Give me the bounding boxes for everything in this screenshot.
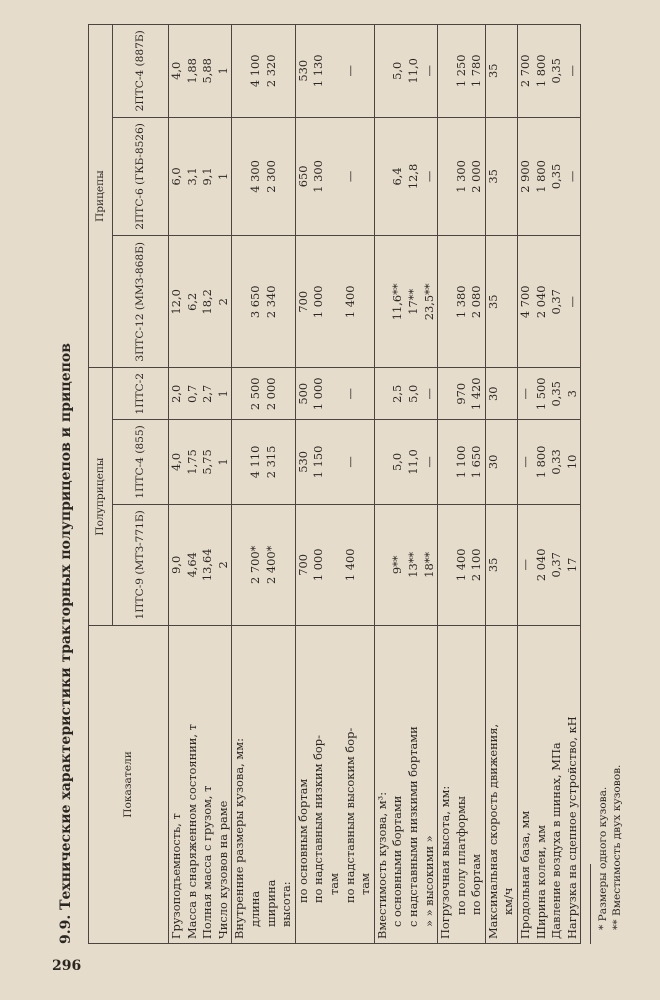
value-cell [518, 368, 581, 420]
value: 35 [485, 169, 500, 184]
value: 1 000 [311, 548, 326, 582]
value-cell [374, 504, 437, 625]
value: 1 100 [453, 445, 468, 479]
value [232, 29, 248, 113]
value: 2 080 [469, 285, 484, 319]
value: 2 300 [263, 160, 278, 193]
value: 6,2 [184, 292, 199, 311]
indicator-label: по бортам [469, 853, 484, 915]
value: 0,33 [549, 449, 564, 475]
value: 35 [485, 557, 500, 573]
value: 11,6** [390, 283, 405, 321]
value [438, 122, 454, 232]
column-header: 1ПТС-9 (МТЗ-771Б) [113, 504, 169, 625]
value-cell [232, 117, 295, 236]
value-cell [295, 504, 374, 625]
indicator-cell [232, 626, 295, 944]
value [279, 240, 295, 363]
table-row [374, 25, 437, 944]
table-row [295, 25, 374, 944]
value: 12,0 [169, 289, 183, 315]
value: 2,0 [169, 384, 183, 403]
indicator-label: с основными бортами [390, 795, 405, 927]
indicator-label: Полная масса с грузом, т [200, 785, 215, 939]
value: 0,35 [549, 381, 564, 407]
value: — [342, 65, 357, 77]
value [279, 122, 295, 232]
value [279, 29, 295, 113]
value: 700 [295, 290, 310, 313]
value: — [421, 65, 436, 77]
value [375, 122, 391, 232]
value: 1 400 [453, 548, 468, 582]
value [501, 29, 517, 113]
column-header: 1ПТС-4 (855) [113, 420, 169, 505]
value [438, 509, 454, 621]
value [232, 122, 248, 232]
value [232, 240, 248, 363]
value-cell [295, 236, 374, 368]
indicator-label: там [326, 873, 341, 895]
value: 9,1 [200, 167, 215, 186]
value: 2 500 [247, 377, 262, 411]
value: — [518, 456, 533, 468]
value-cell [438, 117, 486, 236]
indicator-cell [374, 626, 437, 944]
value: 1 650 [469, 445, 484, 479]
value: 4 110 [247, 445, 262, 479]
value: 2 700* [247, 545, 262, 584]
value [358, 372, 374, 415]
value-cell [485, 504, 517, 625]
value [375, 240, 391, 363]
value [232, 372, 248, 415]
indicator-label: по надставным высоким бор- [342, 727, 357, 903]
value-cell [438, 420, 486, 505]
value: 3 650 [247, 285, 262, 319]
value-cell [169, 25, 232, 118]
value: 0,37 [549, 552, 564, 578]
value: — [342, 456, 357, 468]
column-header: 3ПТС-12 (ММЗ-868Б) [113, 236, 169, 368]
spec-table [88, 24, 581, 944]
value: — [564, 170, 579, 183]
value: 530 [295, 451, 310, 473]
indicator-label: с надставными низкими бортами [405, 726, 420, 927]
value: — [421, 388, 436, 400]
value [327, 122, 343, 232]
value [438, 424, 454, 500]
value: 4,0 [169, 452, 183, 471]
value: 1 150 [311, 445, 326, 479]
value [438, 29, 454, 113]
value: 9** [390, 555, 405, 575]
table-row [518, 25, 581, 944]
indicator-label: » » высокими » [421, 835, 436, 927]
group-header-semitrailers: Полуприцепы [89, 368, 113, 626]
footnote: * Размеры одного кузова. [597, 786, 609, 930]
value [279, 372, 295, 415]
value: 2 000 [469, 160, 484, 193]
value: — [342, 170, 357, 183]
value: 35 [485, 294, 500, 310]
value-cell [374, 117, 437, 236]
value: 30 [485, 454, 500, 470]
value-cell [169, 368, 232, 420]
indicator-label: там [358, 873, 373, 895]
value-cell [295, 117, 374, 236]
column-header: 2ПТС-6 (ГКБ-8526) [113, 117, 169, 236]
indicator-cell [295, 626, 374, 944]
value: — [421, 170, 436, 183]
value: — [564, 296, 579, 308]
indicator-label: Погрузочная высота, мм: [438, 785, 453, 939]
value: 0,35 [549, 58, 564, 84]
footnotes [596, 765, 624, 930]
value: 4,0 [169, 61, 183, 80]
value-cell [518, 236, 581, 368]
value: 5,0 [390, 452, 405, 471]
indicator-label: км/ч [501, 887, 516, 915]
value-cell [438, 504, 486, 625]
value-cell [438, 236, 486, 368]
value-cell [232, 236, 295, 368]
value [327, 29, 343, 113]
indicator-cell [518, 626, 581, 944]
value: 18,2 [200, 289, 215, 315]
value-cell [485, 25, 517, 118]
value [501, 372, 517, 415]
value: 17** [405, 288, 420, 315]
value: 0,37 [549, 289, 564, 315]
value: 6,0 [169, 167, 183, 186]
value-cell [518, 504, 581, 625]
value-cell [169, 420, 232, 505]
value: 1 130 [311, 54, 326, 88]
value: 1 [215, 67, 230, 75]
value-cell [518, 420, 581, 505]
value [358, 509, 374, 621]
indicator-label: Число кузовов на раме [215, 800, 230, 939]
value: 650 [295, 165, 310, 188]
table-row [169, 25, 232, 944]
indicator-label: ширина [263, 879, 278, 927]
value-cell [485, 236, 517, 368]
value-cell [169, 117, 232, 236]
value [501, 424, 517, 500]
indicator-label: Продольная база, мм [518, 810, 533, 939]
value: 9,0 [169, 555, 183, 574]
indicator-label: Внутренние размеры кузова, мм: [232, 738, 247, 939]
value: 23,5** [421, 283, 436, 321]
value: 3,1 [184, 167, 199, 186]
value: 10 [564, 454, 579, 470]
indicator-label: по основным бортам [295, 778, 310, 903]
indicator-label: длина [247, 890, 262, 927]
value: 530 [295, 59, 310, 82]
value: 0,7 [184, 384, 199, 403]
value-cell [232, 420, 295, 505]
value: 1 [215, 390, 230, 398]
indicator-header: Показатели [89, 626, 169, 944]
value [279, 509, 295, 621]
value: 1 800 [533, 54, 548, 88]
value: 6,4 [390, 167, 405, 186]
value [279, 424, 295, 500]
table-row [485, 25, 517, 944]
value [327, 372, 343, 415]
value: 11,0 [405, 449, 420, 475]
value [327, 509, 343, 621]
value-cell [518, 117, 581, 236]
value [375, 509, 391, 621]
value: 2 100 [469, 548, 484, 582]
value [358, 29, 374, 113]
value: 1 [215, 458, 230, 466]
value: 1 420 [469, 377, 484, 411]
value: 1 800 [533, 445, 548, 479]
value-cell [295, 420, 374, 505]
value: — [421, 456, 436, 468]
value: 1 000 [311, 377, 326, 411]
value-cell [169, 236, 232, 368]
indicator-label: Нагрузка на сцепное устройство, кН [564, 716, 579, 939]
value: 2,7 [200, 384, 215, 403]
value [438, 372, 454, 415]
value: 17 [564, 557, 579, 573]
value: 4 700 [518, 285, 533, 319]
value-cell [232, 368, 295, 420]
value-cell [374, 368, 437, 420]
value: — [342, 388, 357, 400]
value: 1 400 [342, 548, 357, 582]
indicator-cell [438, 626, 486, 944]
value [501, 509, 517, 621]
value: 4,64 [184, 552, 199, 578]
value-cell [295, 25, 374, 118]
value-cell [438, 368, 486, 420]
value: 1 000 [311, 285, 326, 319]
indicator-label: Максимальная скорость движения, [485, 723, 500, 939]
value-cell [485, 117, 517, 236]
table-title: 9.9. Технические характеристики тракторных полуприцепов и прицепов [58, 343, 74, 944]
indicator-cell [169, 626, 232, 944]
table-row [232, 25, 295, 944]
indicator-cell [485, 626, 517, 944]
value: 1 380 [453, 285, 468, 319]
value: 2 000 [263, 377, 278, 411]
value: 1 780 [469, 54, 484, 88]
value: 5,0 [390, 61, 405, 80]
value: 2 315 [263, 445, 278, 479]
value: 4 100 [247, 54, 262, 88]
value: — [518, 559, 533, 571]
value: 1 [215, 172, 230, 181]
value-cell [374, 420, 437, 505]
group-header-trailers: Прицепы [89, 25, 113, 368]
indicator-label: Ширина колеи, мм [533, 825, 548, 939]
value: 1 500 [533, 377, 548, 411]
value: 5,75 [200, 449, 215, 475]
value: 1 300 [453, 160, 468, 193]
value [438, 240, 454, 363]
value: 1 300 [311, 160, 326, 193]
value-cell [485, 368, 517, 420]
column-header: 1ПТС-2 [113, 368, 169, 420]
value [375, 424, 391, 500]
column-header: 2ПТС-4 (887Б) [113, 25, 169, 118]
value: 2 [215, 298, 230, 306]
table-row [438, 25, 486, 944]
value-cell [374, 25, 437, 118]
value: 13** [405, 551, 420, 578]
value-cell [485, 420, 517, 505]
value: 2 [215, 561, 230, 569]
value [327, 424, 343, 500]
value-cell [232, 25, 295, 118]
value: 2 340 [263, 285, 278, 319]
value: 2 040 [533, 285, 548, 319]
value: 30 [485, 386, 500, 402]
value [375, 29, 391, 113]
value: 1 250 [453, 54, 468, 88]
footnote: ** Вместимость двух кузовов. [611, 764, 623, 930]
value [375, 372, 391, 415]
value [232, 509, 248, 621]
value: 0,35 [549, 163, 564, 190]
indicator-label: по полу платформы [453, 796, 468, 915]
value [232, 424, 248, 500]
indicator-label: по надставным низким бор- [311, 735, 326, 903]
value: 35 [485, 63, 500, 79]
value: 2 900 [518, 160, 533, 193]
value: 13,64 [200, 548, 215, 582]
value: 2,5 [390, 384, 405, 403]
indicator-label: Давление воздуха в шинах, МПа [549, 742, 564, 939]
value-cell [232, 504, 295, 625]
indicator-label: Вместимость кузова, м³: [374, 791, 389, 939]
footnote-divider [590, 864, 591, 944]
value-cell [518, 25, 581, 118]
value: 2 400* [263, 545, 278, 584]
value: 5,0 [405, 384, 420, 403]
value: 700 [295, 553, 310, 576]
value: 3 [564, 390, 579, 398]
value [358, 240, 374, 363]
value-cell [374, 236, 437, 368]
value [327, 240, 343, 363]
indicator-label: Масса в снаряженном состоянии, т [184, 724, 199, 939]
value [501, 240, 517, 363]
value: 5,88 [200, 58, 215, 84]
value: — [564, 65, 579, 77]
value: 970 [453, 382, 468, 405]
value: — [518, 388, 533, 400]
indicator-label: высота: [279, 881, 294, 927]
value: 12,8 [405, 163, 420, 190]
value-cell [169, 504, 232, 625]
value-cell [438, 25, 486, 118]
indicator-label: Грузоподъемность, т [169, 813, 183, 939]
page-number: 296 [52, 958, 82, 974]
value: 4 300 [247, 160, 262, 193]
value: 1,88 [184, 58, 199, 84]
value: 500 [295, 382, 310, 405]
value: 2 700 [518, 54, 533, 88]
value-cell [295, 368, 374, 420]
value: 18** [421, 551, 436, 578]
value: 11,0 [405, 58, 420, 84]
value: 1 400 [342, 285, 357, 319]
value: 1,75 [184, 449, 199, 475]
value: 1 800 [533, 160, 548, 193]
value [358, 122, 374, 232]
value: 2 320 [263, 54, 278, 88]
value [358, 424, 374, 500]
value [501, 122, 517, 232]
value: 2 040 [533, 548, 548, 582]
